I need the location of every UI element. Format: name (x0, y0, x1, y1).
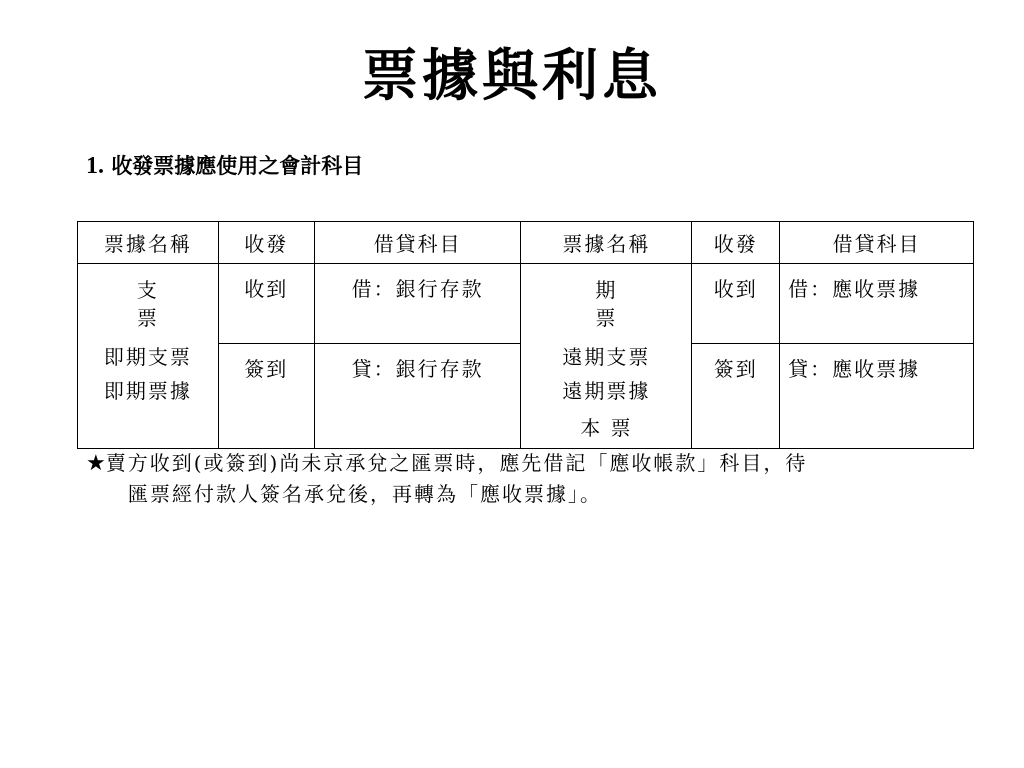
header-direction-left: 收發 (218, 222, 314, 264)
left-name-bottom-1: 即期支票 (103, 345, 192, 369)
left-receive-label: 收到 (244, 277, 289, 301)
right-name-bottom-3 (521, 408, 691, 448)
left-name-top-1: 支 (136, 278, 159, 302)
right-receive-entry: 借：應收票據 (788, 277, 921, 301)
right-issue-cell (692, 343, 780, 448)
left-receive-entry: 借：銀行存款 (351, 277, 484, 301)
right-note-names-cell (521, 264, 692, 449)
left-name-bottom-2: 即期票據 (103, 379, 192, 403)
right-name-bottom-3a: 本 (580, 416, 603, 440)
right-issue-entry: 貸：應收票據 (788, 356, 921, 381)
right-issue-label: 簽到 (713, 356, 758, 381)
star-icon: ★ (86, 451, 106, 476)
right-name-top-1: 期 (595, 278, 618, 302)
right-receive-entry-cell (780, 264, 974, 344)
right-name-top-2: 票 (595, 306, 618, 330)
right-name-bottom-2: 遠期票據 (562, 379, 651, 403)
right-name-bottom-1: 遠期支票 (562, 345, 651, 369)
left-receive-cell (218, 264, 314, 344)
footnote (86, 448, 956, 509)
left-issue-entry-cell (314, 343, 521, 448)
left-issue-cell (218, 343, 314, 448)
right-receive-label: 收到 (713, 277, 758, 301)
left-issue-label: 簽到 (244, 356, 289, 381)
header-direction-right: 收發 (692, 222, 780, 264)
table-row-receive (78, 264, 974, 344)
table-header-row (78, 222, 974, 264)
right-receive-cell (692, 264, 780, 344)
header-note-name-right: 票據名稱 (521, 222, 692, 264)
footnote-line-1: 賣方收到(或簽到)尚未京承兌之匯票時，應先借記「應收帳款」科目，待 (105, 451, 808, 475)
right-name-bottom-3b: 票 (610, 416, 633, 440)
footnote-line-2: 匯票經付款人簽名承兌後，再轉為「應收票據」。 (128, 482, 602, 506)
left-receive-entry-cell (314, 264, 521, 344)
notes-accounts-table (77, 221, 974, 449)
left-name-top-2: 票 (136, 306, 159, 330)
section-heading (86, 150, 363, 182)
left-note-names-cell (78, 264, 219, 449)
header-account-right: 借貸科目 (780, 222, 974, 264)
header-account-left: 借貸科目 (314, 222, 521, 264)
header-note-name-left: 票據名稱 (78, 222, 219, 264)
right-issue-entry-cell (780, 343, 974, 448)
section-number: 1. (86, 153, 104, 179)
section-text: 收發票據應使用之會計科目 (111, 153, 364, 178)
left-issue-entry: 貸：銀行存款 (351, 356, 484, 381)
page-title: 票據與利息 (362, 43, 662, 109)
